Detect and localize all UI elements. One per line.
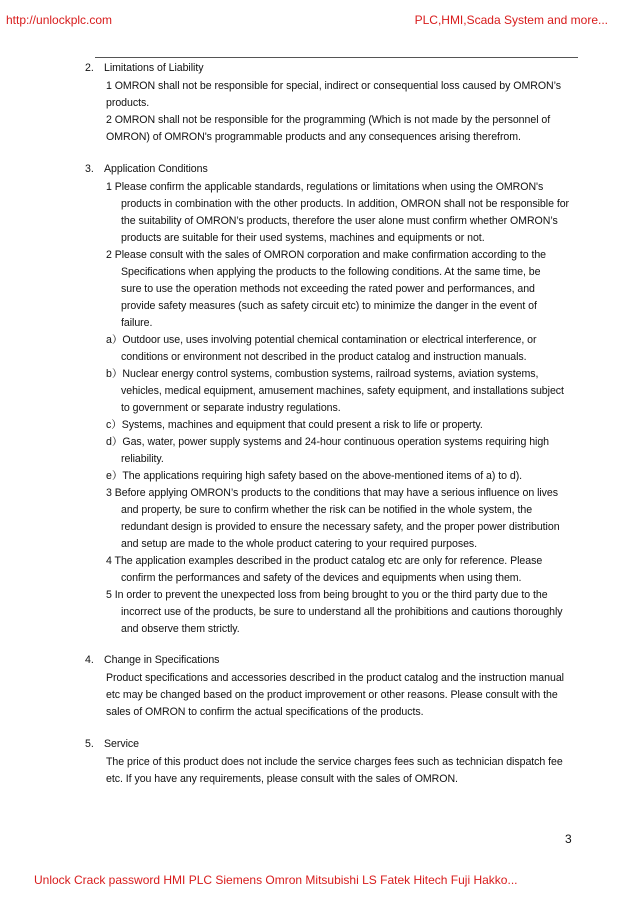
section-3-line: b）Nuclear energy control systems, combustion systems, railroad systems, aviation systems,: [106, 368, 539, 380]
section-5-number: 5.: [85, 738, 94, 750]
section-3-number: 3.: [85, 163, 94, 175]
section-3-line: 5 In order to prevent the unexpected loss from being brought to you or the third party due to the: [106, 589, 548, 601]
section-3-line: the suitability of OMRON’s products, therefore the user alone must confirm whether OMRON’s: [121, 215, 558, 227]
page-number: 3: [565, 832, 572, 846]
section-3-line: products in combination with the other products. In addition, OMRON shall not be responsible for: [121, 198, 570, 210]
section-3-title: Application Conditions: [104, 163, 208, 175]
section-5-line: The price of this product does not include the service charges fees such as technician dispatch fee: [106, 756, 563, 768]
section-5-title: Service: [104, 738, 139, 750]
section-2-number: 2.: [85, 62, 94, 74]
section-3-line: c）Systems, machines and equipment that could present a risk to life or property.: [106, 419, 483, 431]
footer-promo-link[interactable]: Unlock Crack password HMI PLC Siemens Omron Mitsubishi LS Fatek Hitech Fuji Hakko...: [34, 873, 518, 887]
section-4-number: 4.: [85, 654, 94, 666]
section-3-line: to government or separate industry regulations.: [121, 402, 341, 414]
section-3-line: and setup are made to the whole product catering to your required purposes.: [121, 538, 478, 550]
section-3-line: provide safety measures (such as safety circuit etc) to minimize the danger in the event of: [121, 300, 537, 312]
section-3-line: and property, be sure to confirm whether the risk can be notified in the whole system, the: [121, 504, 533, 516]
section-3-line: redundant design is provided to ensure the necessary safety, and the proper power distribution: [121, 521, 560, 533]
section-2-line: 2 OMRON shall not be responsible for the programming (Which is not made by the personnel of: [106, 114, 551, 126]
section-5-line: etc. If you have any requirements, please consult with the sales of OMRON.: [106, 773, 458, 785]
section-3-line: vehicles, medical equipment, amusement machines, safety equipment, and installations subject: [121, 385, 564, 397]
section-3-line: d）Gas, water, power supply systems and 24-hour continuous operation systems requiring high: [106, 436, 550, 448]
section-3-line: 3 Before applying OMRON’s products to the conditions that may have a serious influence on lives: [106, 487, 559, 499]
section-3-line: reliability.: [121, 453, 164, 465]
header-tagline: PLC,HMI,Scada System and more...: [414, 13, 608, 27]
section-4-line: etc may be changed based on the product improvement or other reasons. Please consult with the: [106, 689, 558, 701]
section-3-line: confirm the performances and safety of the devices and equipments when using them.: [121, 572, 522, 584]
section-2-line: products.: [106, 97, 150, 109]
section-2-line: 1 OMRON shall not be responsible for special, indirect or consequential loss caused by OMRON’s: [106, 80, 561, 92]
section-3-line: 4 The application examples described in the product catalog etc are only for reference. Please: [106, 555, 543, 567]
section-3-line: 2 Please consult with the sales of OMRON corporation and make confirmation according to the: [106, 249, 547, 261]
section-3-line: and observe them strictly.: [121, 623, 240, 635]
section-3-line: failure.: [121, 317, 153, 329]
section-3-line: sure to use the operation methods not exceeding the rated power and performances, and: [121, 283, 535, 295]
section-3-line: e）The applications requiring high safety based on the above-mentioned items of a) to d).: [106, 470, 523, 482]
section-4-line: Product specifications and accessories described in the product catalog and the instruction manual: [106, 672, 564, 684]
section-3-line: products are suitable for their used systems, machines and equipments or not.: [121, 232, 485, 244]
section-3-line: Specifications when applying the products to the following conditions. At the same time, be: [121, 266, 541, 278]
section-3-line: 1 Please confirm the applicable standards, regulations or limitations when using the OMRON's: [106, 181, 544, 193]
section-4-line: sales of OMRON to confirm the actual specifications of the products.: [106, 706, 424, 718]
section-3-line: incorrect use of the products, be sure to understand all the prohibitions and cautions thoroughly: [121, 606, 563, 618]
header-site-link[interactable]: http://unlockplc.com: [6, 13, 113, 27]
section-2-line: OMRON) of OMRON's programmable products and any consequences arising therefrom.: [106, 131, 521, 143]
section-3-line: conditions or environment not described in the product catalog and instruction manuals.: [121, 351, 527, 363]
section-3-line: a）Outdoor use, uses involving potential chemical contamination or electrical interference, or: [106, 334, 537, 346]
section-2-title: Limitations of Liability: [104, 62, 204, 74]
section-4-title: Change in Specifications: [104, 654, 220, 666]
